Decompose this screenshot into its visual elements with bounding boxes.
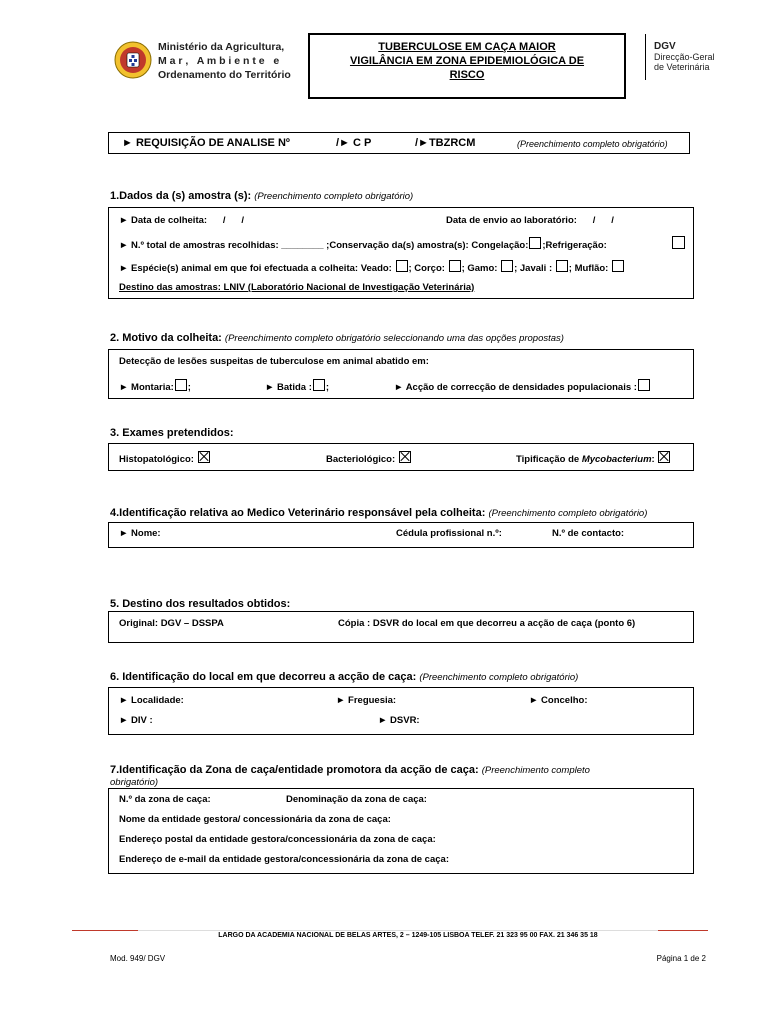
bacterio-option (326, 451, 412, 465)
batida-option: ► Batida : ; (265, 379, 329, 393)
section6-box (108, 687, 694, 735)
section3-title: 3. Exames pretendidos: (110, 427, 234, 439)
javali-checkbox[interactable] (556, 260, 568, 272)
zone-name-field[interactable]: Denominação da zona de caça: (286, 794, 427, 805)
javali-label: ; Javali : (514, 263, 553, 274)
entity-email-field[interactable]: Endereço de e-mail da entidade gestora/concessionária da zona de caça: (119, 854, 449, 865)
title-line-1: TUBERCULOSE EM CAÇA MAIOR (378, 41, 556, 53)
send-date[interactable]: Data de envio ao laboratório: / / (446, 215, 614, 226)
dgv-logo (654, 42, 715, 72)
zone-number-field[interactable]: N.º da zona de caça: (119, 794, 211, 805)
request-cp: /► C P (336, 137, 372, 149)
coat-of-arms-icon (114, 40, 152, 80)
freguesia-field[interactable]: ► Freguesia: (336, 695, 397, 706)
muflao-checkbox[interactable] (612, 260, 624, 272)
histo-option (119, 451, 211, 465)
section1-title: 1.Dados da (s) amostra (s): (Preenchimento completo obrigatório) (110, 190, 414, 202)
ministry-line-1: Ministério da Agricultura, (158, 41, 285, 53)
samples-destination: Destino das amostras: LNIV (Laboratório Nacional de Investigação Veterinária) (119, 282, 475, 293)
batida-checkbox[interactable] (313, 379, 325, 391)
footer-address: LARGO DA ACADEMIA NACIONAL DE BELAS ARTES, 2 – 1249-105 LISBOA TELEF. 21 323 95 00 FAX. 21 346 35 18 (218, 932, 598, 939)
accao-label: ► Acção de correcção de densidades populacionais : (394, 382, 637, 393)
montaria-label: ► Montaria: (119, 382, 174, 393)
tipificacao-label: Tipificação de (516, 454, 580, 465)
section7-note-continued: obrigatório) (110, 777, 159, 788)
veado-checkbox[interactable] (396, 260, 408, 272)
request-tbzrcm: /►TBZRCM (415, 137, 476, 149)
samples-row (119, 237, 607, 251)
footer-rule-right (658, 930, 708, 931)
dgv-divider (645, 34, 646, 80)
species-label: ► Espécie(s) animal em que foi efectuada a colheita: Veado: (119, 263, 392, 274)
dsvr-field[interactable]: ► DSVR: (378, 715, 420, 726)
vet-license[interactable]: Cédula profissional n.º: (396, 528, 502, 539)
section6-note: (Preenchimento completo obrigatório) (419, 672, 579, 683)
muflao-label: ; Muflão: (568, 263, 609, 274)
footer-rule (138, 930, 658, 931)
species-row (119, 260, 625, 274)
mycobacterium-label: Mycobacterium (581, 454, 652, 465)
histo-checkbox[interactable] (198, 451, 210, 463)
section2-title: 2. Motivo da colheita: (Preenchimento completo obrigatório seleccionando uma das opções propostas) (110, 332, 564, 344)
ministry-name (158, 40, 291, 82)
section4-note: (Preenchimento completo obrigatório) (488, 508, 648, 519)
section6-title: 6. Identificação do local em que decorreu a acção de caça: (Preenchimento completo obrigatório) (110, 671, 579, 683)
request-note: (Preenchimento completo obrigatório) (517, 139, 668, 149)
collection-date[interactable]: ► Data de colheita: / / (119, 215, 245, 226)
page-title (310, 40, 624, 82)
section7-title: 7.Identificação da Zona de caça/entidade promotora da acção de caça: (Preenchimento completo (110, 764, 590, 776)
bacterio-label: Bacteriológico: (326, 454, 396, 465)
results-original: Original: DGV – DSSPA (119, 618, 224, 629)
request-row (122, 137, 290, 149)
dgv-acronym: DGV (654, 41, 676, 52)
tipificacao-checkbox[interactable] (658, 451, 670, 463)
div-field[interactable]: ► DIV : (119, 715, 153, 726)
detection-text: Detecção de lesões suspeitas de tuberculose em animal abatido em: (119, 356, 429, 367)
section1-note: (Preenchimento completo obrigatório) (254, 191, 414, 202)
corco-checkbox[interactable] (449, 260, 461, 272)
title-line-2: VIGILÂNCIA EM ZONA EPIDEMIOLÓGICA DE (349, 55, 585, 67)
gamo-checkbox[interactable] (501, 260, 513, 272)
footer-rule-left (72, 930, 138, 931)
batida-label: ► Batida : (265, 382, 312, 393)
ministry-line-3: Ordenamento do Território (158, 69, 291, 81)
accao-checkbox[interactable] (638, 379, 650, 391)
corco-label: ; Corço: (408, 263, 445, 274)
tipificacao-option: Tipificação de Mycobacterium: (516, 451, 671, 465)
dgv-line-1: Direcção-Geral (654, 52, 715, 62)
entity-address-field[interactable]: Endereço postal da entidade gestora/concessionária da zona de caça: (119, 834, 436, 845)
bacterio-checkbox[interactable] (399, 451, 411, 463)
samples-label: ► N.º total de amostras recolhidas: ________ ;Conservação da(s) amostra(s): Congelação: (119, 240, 529, 251)
section5-title: 5. Destino dos resultados obtidos: (110, 598, 291, 610)
title-line-3: RISCO (449, 69, 485, 81)
ministry-line-2: M a r , A m b i e n t e e (158, 55, 280, 67)
vet-contact[interactable]: N.º de contacto: (552, 528, 625, 539)
histo-label: Histopatológico: (119, 454, 194, 465)
accao-option (394, 379, 651, 393)
entity-name-field[interactable]: Nome da entidade gestora/ concessionária da zona de caça: (119, 814, 391, 825)
congelacao-checkbox[interactable] (529, 237, 541, 249)
montaria-checkbox[interactable] (175, 379, 187, 391)
refrigeration-label: ;Refrigeração: (542, 240, 607, 251)
section4-title: 4.Identificação relativa ao Medico Veterinário responsável pela colheita: (Preenchimento completo obrigatório) (110, 507, 648, 519)
form-model: Mod. 949/ DGV (110, 954, 166, 963)
request-number-label: ► REQUISIÇÃO DE ANALISE Nº (122, 137, 290, 149)
vet-name[interactable]: ► Nome: (119, 528, 161, 539)
results-copy: Cópia : DSVR do local em que decorreu a acção de caça (ponto 6) (338, 618, 636, 629)
dgv-line-2: de Veterinária (654, 62, 710, 72)
page-number: Página 1 de 2 (656, 954, 706, 963)
refrigeration-checkbox[interactable] (671, 235, 686, 253)
section7-note: (Preenchimento completo (481, 765, 590, 776)
concelho-field[interactable]: ► Concelho: (529, 695, 588, 706)
section2-note: (Preenchimento completo obrigatório seleccionando uma das opções propostas) (224, 333, 564, 344)
localidade-field[interactable]: ► Localidade: (119, 695, 184, 706)
gamo-label: ; Gamo: (461, 263, 498, 274)
montaria-option: ► Montaria: ; (119, 379, 191, 393)
ministry-logo (114, 40, 152, 80)
